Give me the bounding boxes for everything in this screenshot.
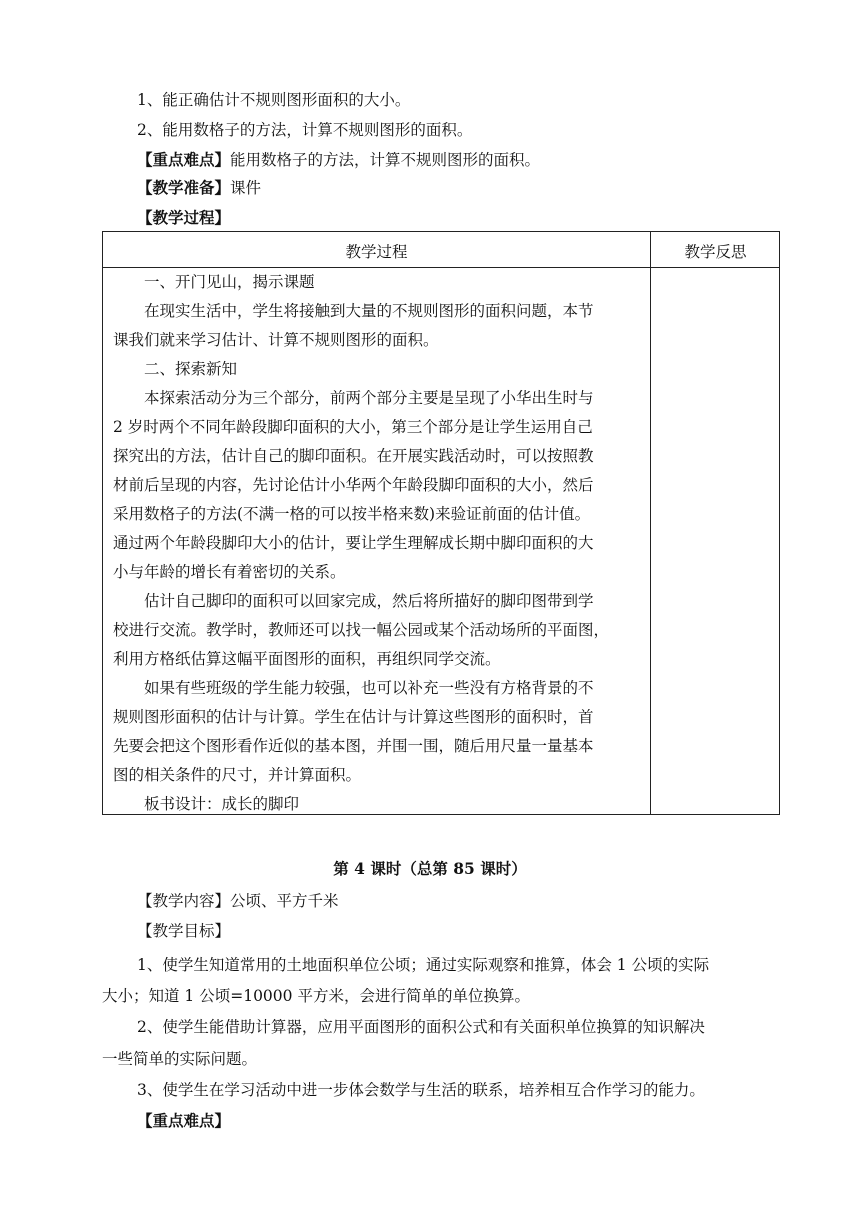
paragraph-line: 如果有些班级的学生能力较强，也可以补充一些没有方格背景的不 xyxy=(144,679,594,697)
goal-line: 一些简单的实际问题。 xyxy=(102,1050,258,1068)
paragraph-line: 通过两个年龄段脚印大小的估计，要让学生理解成长期中脚印面积的大 xyxy=(113,534,594,552)
difficulty-row xyxy=(137,150,540,170)
section-heading: 一、开门见山，揭示课题 xyxy=(144,273,315,291)
prep-row xyxy=(137,178,261,198)
paragraph-line: 估计自己脚印的面积可以回家完成，然后将所描好的脚印图带到学 xyxy=(144,592,594,610)
board-design: 板书设计：成长的脚印 xyxy=(144,795,300,813)
difficulty-label-2: 【重点难点】 xyxy=(137,1111,231,1130)
paragraph-line: 材前后呈现的内容，先讨论估计小华两个年龄段脚印面积的大小，然后 xyxy=(113,476,594,494)
paragraph-line: 探究出的方法，估计自己的脚印面积。在开展实践活动时，可以按照教 xyxy=(113,447,594,465)
goal-line: 1、使学生知道常用的土地面积单位公顷；通过实际观察和推算，体会 1 公顷的实际 xyxy=(137,956,710,974)
paragraph-line: 本探索活动分为三个部分，前两个部分主要是呈现了小华出生时与 xyxy=(144,389,594,407)
goal-line: 2、使学生能借助计算器，应用平面图形的面积公式和有关面积单位换算的知识解决 xyxy=(137,1018,705,1036)
paragraph-line: 小与年龄的增长有着密切的关系。 xyxy=(113,563,346,581)
goal-2: 2、能用数格子的方法，计算不规则图形的面积。 xyxy=(137,121,473,139)
content-label: 【教学内容】 xyxy=(137,892,231,910)
column-divider xyxy=(650,232,651,814)
paragraph-line: 采用数格子的方法(不满一格的可以按半格来数)来验证前面的估计值。 xyxy=(113,505,591,523)
header-divider xyxy=(103,267,779,268)
goal-line: 大小；知道 1 公顷=10000 平方米，会进行简单的单位换算。 xyxy=(102,987,530,1005)
section-heading: 二、探索新知 xyxy=(144,360,238,378)
paragraph-line: 利用方格纸估算这幅平面图形的面积，再组织同学交流。 xyxy=(113,650,501,668)
paragraph-line: 在现实生活中，学生将接触到大量的不规则图形的面积问题，本节 xyxy=(144,302,594,320)
process-table xyxy=(102,231,780,815)
header-process: 教学过程 xyxy=(345,243,408,261)
paragraph-line: 课我们就来学习估计、计算不规则图形的面积。 xyxy=(113,331,439,349)
goal-line: 3、使学生在学习活动中进一步体会数学与生活的联系，培养相互合作学习的能力。 xyxy=(137,1081,705,1099)
header-reflection: 教学反思 xyxy=(684,243,747,261)
content-row xyxy=(137,891,339,911)
prep-text: 课件 xyxy=(230,179,262,197)
paragraph-line: 校进行交流。教学时，教师还可以找一幅公园或某个活动场所的平面图， xyxy=(113,621,610,639)
lesson-title: 第 4 课时（总第 85 课时） xyxy=(333,859,527,878)
paragraph-line: 规则图形面积的估计与计算。学生在估计与计算这些图形的面积时，首 xyxy=(113,708,594,726)
prep-label: 【教学准备】 xyxy=(137,178,231,197)
difficulty-text: 能用数格子的方法，计算不规则图形的面积。 xyxy=(230,151,541,169)
paragraph-line: 2 岁时两个不同年龄段脚印面积的大小，第三个部分是让学生运用自己 xyxy=(113,418,593,436)
difficulty-label: 【重点难点】 xyxy=(137,150,231,169)
paragraph-line: 图的相关条件的尺寸，并计算面积。 xyxy=(113,766,362,784)
process-label: 【教学过程】 xyxy=(137,208,231,227)
goals-label: 【教学目标】 xyxy=(137,922,231,940)
goal-1: 1、能正确估计不规则图形面积的大小。 xyxy=(137,91,411,109)
content-text: 公顷、平方千米 xyxy=(230,892,339,910)
paragraph-line: 先要会把这个图形看作近似的基本图，并围一围，随后用尺量一量基本 xyxy=(113,737,594,755)
